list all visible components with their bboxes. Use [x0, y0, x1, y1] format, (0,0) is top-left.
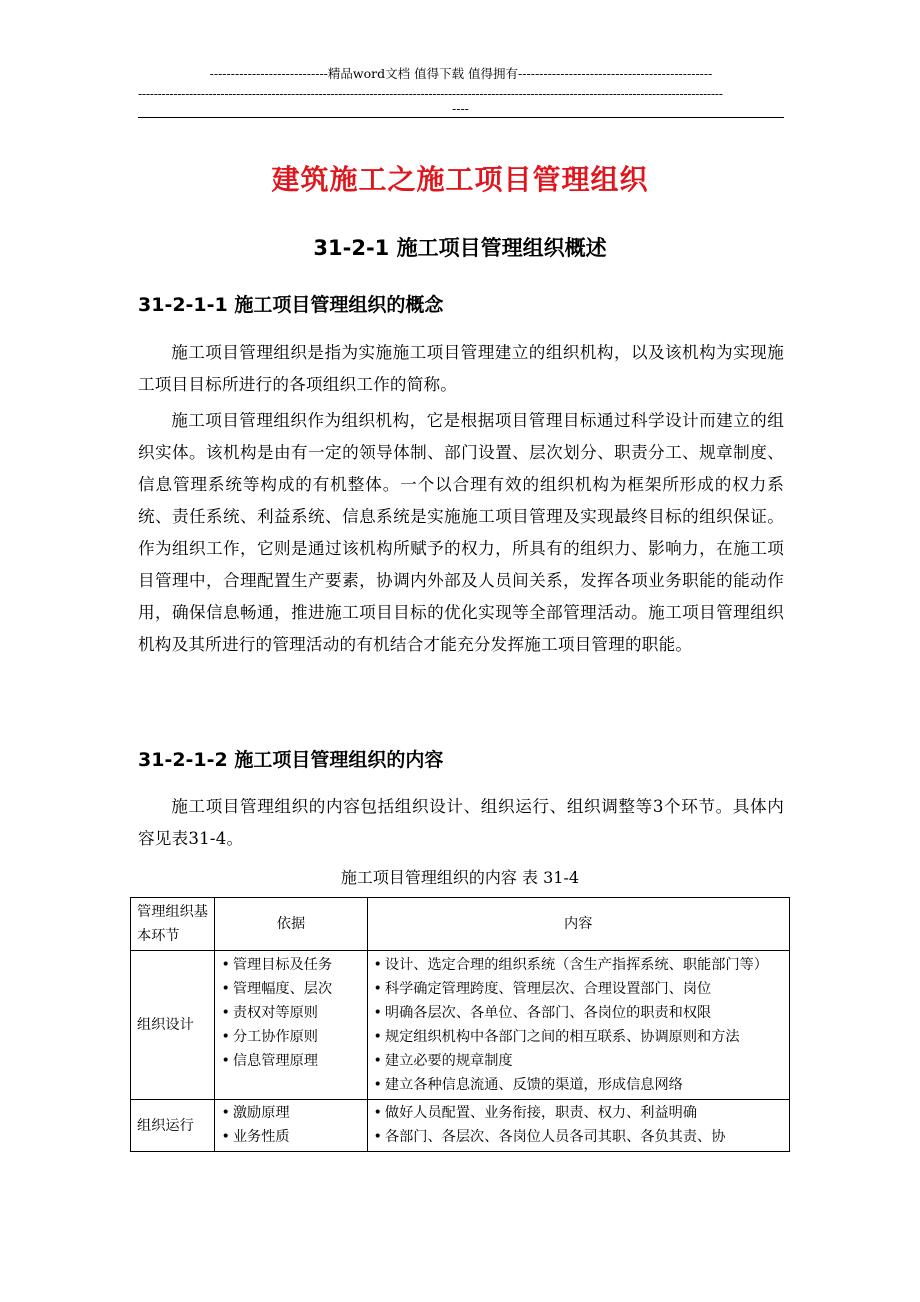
basis-cell	[215, 951, 367, 1100]
table-header-cell: 内容	[367, 898, 790, 951]
table-caption-name: 施工项目管理组织的内容	[340, 868, 517, 887]
basis-item: • 责权对等原则	[221, 1001, 360, 1025]
basis-cell	[215, 1100, 367, 1152]
paragraph: 施工项目管理组织的内容包括组织设计、组织运行、组织调整等3个环节。具体内容见表31-4。	[138, 797, 784, 848]
table-header-cell: 依据	[215, 898, 367, 951]
content-cell	[367, 1100, 790, 1152]
table-row	[131, 951, 790, 1100]
content-item: • 科学确定管理跨度、管理层次、合理设置部门、岗位	[374, 977, 784, 1001]
content-item: • 各部门、各层次、各岗位人员各司其职、各负其责、协	[374, 1125, 784, 1149]
basis-item: • 激励原理	[221, 1101, 360, 1125]
document-title: 建筑施工之施工项目管理组织	[271, 163, 649, 196]
page-header-banner: ----------------------------精品word文档 值得下载 值得拥有----------------------------------------------	[209, 66, 713, 81]
content-item: • 规定组织机构中各部门之间的相互联系、协调原则和方法	[374, 1025, 784, 1049]
basis-item: • 业务性质	[221, 1125, 360, 1149]
basis-item: • 管理目标及任务	[221, 953, 360, 977]
basis-item: • 管理幅度、层次	[221, 977, 360, 1001]
subsection-heading-concept: 31-2-1-1 施工项目管理组织的概念	[138, 294, 444, 316]
content-item: • 设计、选定合理的组织系统（含生产指挥系统、职能部门等）	[374, 953, 784, 977]
content-item: • 明确各层次、各单位、各部门、各岗位的职责和权限	[374, 1001, 784, 1025]
basis-item: • 信息管理原理	[221, 1049, 360, 1073]
table-caption	[0, 866, 920, 890]
stage-cell: 组织运行	[131, 1100, 215, 1152]
paragraph: 施工项目管理组织是指为实施施工项目管理建立的组织机构，以及该机构为实现施工项目目标所进行的各项组织工作的简称。	[138, 343, 784, 394]
subsection-heading-content: 31-2-1-2 施工项目管理组织的内容	[138, 749, 444, 771]
page-header-dashes: -----------------------------------------------------------------------------------------------------------------------------------------------------	[138, 86, 723, 101]
paragraph: 施工项目管理组织作为组织机构，它是根据项目管理目标通过科学设计而建立的组织实体。该机构是由有一定的领导体制、部门设置、层次划分、职责分工、规章制度、信息管理系统等构成的有机整体。一个以合理有效的组织机构为框架所形成的权力系统、责任系统、利益系统、信息系统是实施施工项目管理及实现最终目标的组织保证。作为组织工作，它则是通过该机构所赋予的权力，所具有的组织力、影响力，在施工项目管理中，合理配置生产要素，协调内外部及人员间关系，发挥各项业务职能的能动作用，确保信息畅通，推进施工项目目标的优化实现等全部管理活动。施工项目管理组织机构及其所进行的管理活动的有机结合才能充分发挥施工项目管理的职能。	[138, 411, 784, 654]
content-table	[130, 897, 790, 1152]
table-header-cell: 管理组织基本环节	[131, 898, 215, 951]
table-header-row	[131, 898, 790, 951]
basis-item: • 分工协作原则	[221, 1025, 360, 1049]
page-header-dashes-tail: ----	[452, 101, 469, 116]
table-caption-number: 表 31-4	[522, 868, 580, 887]
stage-cell: 组织设计	[131, 951, 215, 1100]
content-item: • 建立必要的规章制度	[374, 1049, 784, 1073]
section-heading: 31-2-1 施工项目管理组织概述	[313, 236, 607, 260]
table-row	[131, 1100, 790, 1152]
header-rule	[138, 117, 784, 118]
content-cell	[367, 951, 790, 1100]
content-item: • 建立各种信息流通、反馈的渠道，形成信息网络	[374, 1073, 784, 1097]
content-item: • 做好人员配置、业务衔接，职责、权力、利益明确	[374, 1101, 784, 1125]
